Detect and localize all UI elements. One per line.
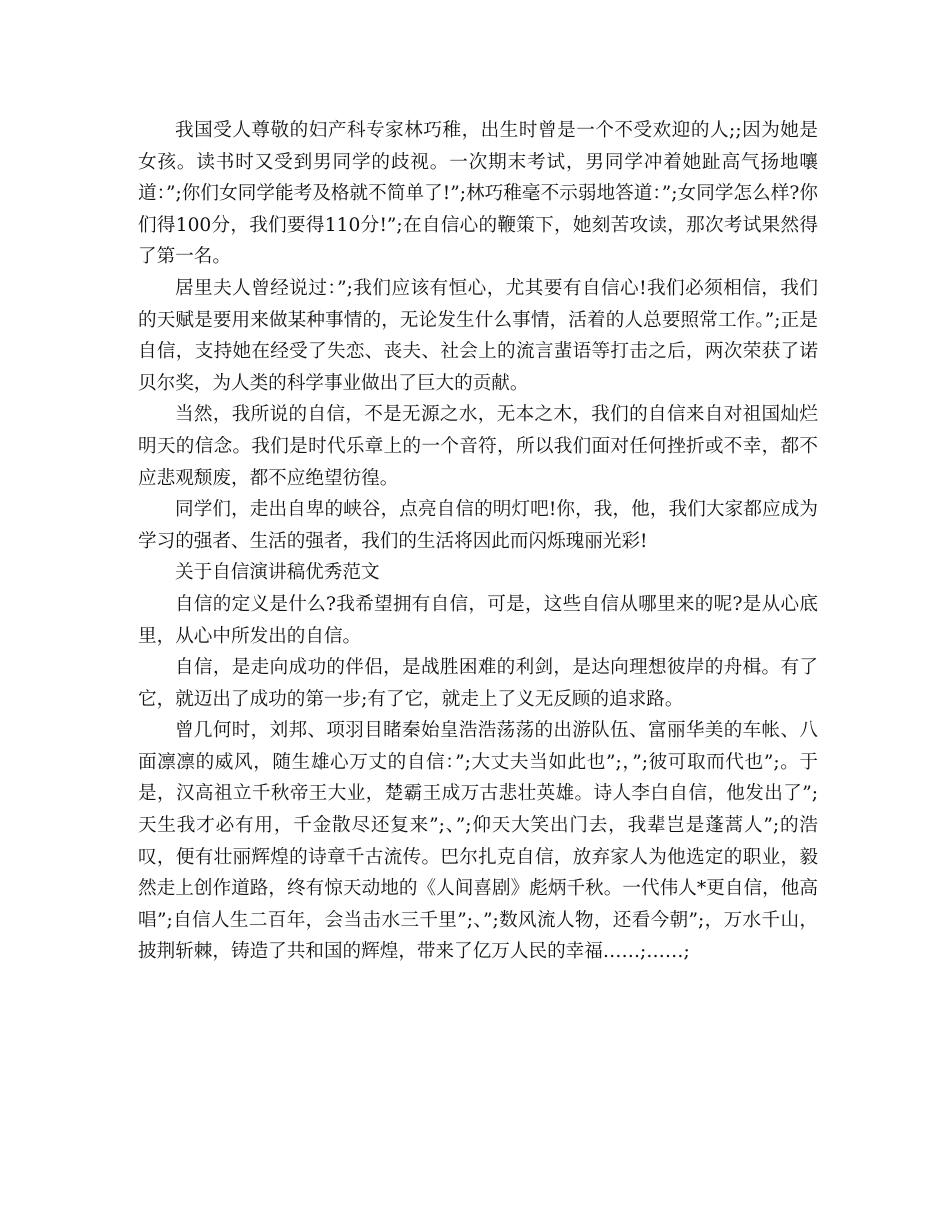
section-heading: 关于自信演讲稿优秀范文 xyxy=(175,562,380,584)
paragraph-confidence-source: 当然，我所说的自信，不是无源之水，无本之木，我们的自信来自对祖国灿烂明天的信念。我们是时代乐章上的一个音符，所以我们面对任何挫折或不幸，都不应悲观颓废，都不应绝望彷徨。 xyxy=(138,404,818,489)
document-body xyxy=(138,115,818,968)
paragraph-companion: 自信，是走向成功的伴侣，是战胜困难的利剑，是达向理想彼岸的舟楫。有了它，就迈出了成功的第一步;有了它，就走上了义无反顾的追求路。 xyxy=(138,657,818,710)
paragraph-marie-curie: 居里夫人曾经说过：”;我们应该有恒心，尤其要有自信心!我们必须相信，我们的天赋是要用来做某种事情的，无论发生什么事情，活着的人总要照常工作。”;正是自信，支持她在经受了失恋、丧夫、社会上的流言蜚语等打击之后，两次荣获了诺贝尔奖，为人类的科学事业做出了巨大的贡献。 xyxy=(138,277,818,394)
paragraph-lin-qiaozhi: 我国受人尊敬的妇产科专家林巧稚，出生时曾是一个不受欢迎的人;;因为她是女孩。读书时又受到男同学的歧视。一次期末考试，男同学冲着她趾高气扬地嚷道：”;你们女同学能考及格就不简单了!”;林巧稚毫不示弱地答道：”;女同学怎么样?你们得100分，我们要得110分!”;在自信心的鞭策下，她刻苦攻读，那次考试果然得了第一名。 xyxy=(138,120,818,268)
paragraph-historical-examples: 曾几何时，刘邦、项羽目睹秦始皇浩浩荡荡的出游队伍、富丽华美的车帐、八面凛凛的威风，随生雄心万丈的自信：”;大丈夫当如此也”;，”;彼可取而代也”;。于是，汉高祖立千秋帝王大业，楚霸王成万古悲壮英雄。诗人李白自信，他发出了”;天生我才必有用，千金散尽还复来”;、”;仰天大笑出门去，我辈岂是蓬蒿人”;的浩叹，便有壮丽辉煌的诗章千古流传。巴尔扎克自信，放弃家人为他选定的职业，毅然走上创作道路，终有惊天动地的《人间喜剧》彪炳千秋。一代伟人*更自信，他高唱”;自信人生二百年，会当击水三千里”;、”;数风流人物，还看今朝”;，万水千山，披荆斩棘，铸造了共和国的辉煌，带来了亿万人民的幸福……;……; xyxy=(138,720,818,963)
paragraph-definition: 自信的定义是什么?我希望拥有自信，可是，这些自信从哪里来的呢?是从心底里，从心中所发出的自信。 xyxy=(138,593,818,647)
paragraph-call-to-classmates: 同学们，走出自卑的峡谷，点亮自信的明灯吧!你，我，他，我们大家都应成为学习的强者、生活的强者，我们的生活将因此而闪烁瑰丽光彩! xyxy=(138,499,818,552)
